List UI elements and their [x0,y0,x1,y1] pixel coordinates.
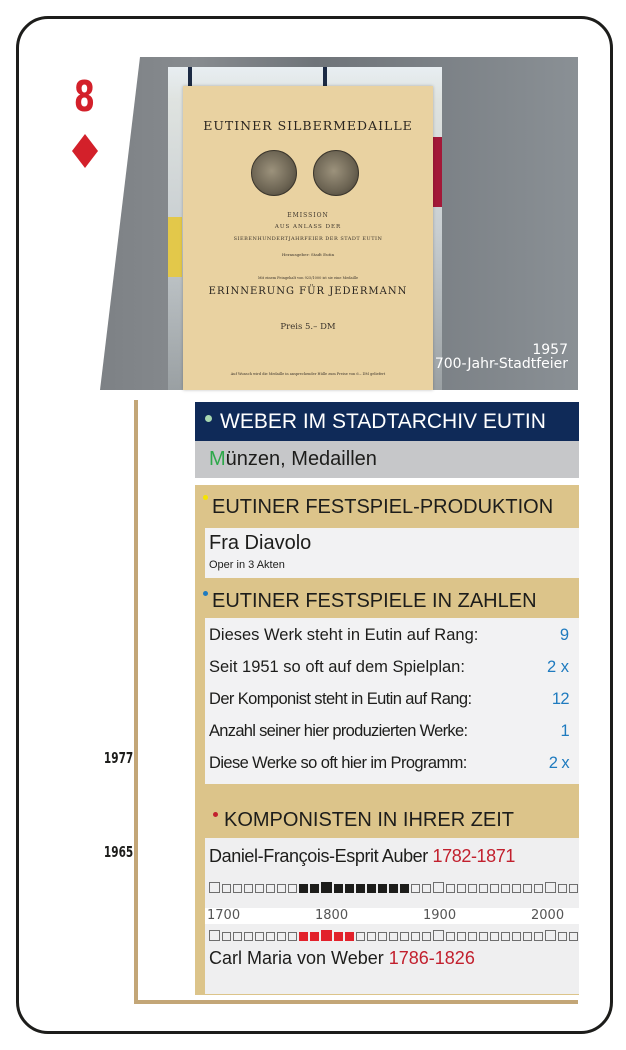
decade-square [389,932,398,941]
document-text: EMISSION [287,212,329,219]
production-box [205,528,579,578]
decade-square [244,932,253,941]
decade-square [378,884,387,893]
medal-document-photo [183,86,433,390]
medal-reverse-image [313,150,359,196]
decade-square [534,884,543,893]
decade-square [446,884,455,893]
stat-label: Diese Werke so oft hier im Programm: [209,754,467,772]
decade-square [233,884,242,893]
decade-square [457,932,466,941]
medal-obverse-image [251,150,297,196]
decade-square [356,932,365,941]
decade-square [411,932,420,941]
year-label: 1977 [103,749,134,767]
decade-square [345,884,354,893]
decade-square [288,932,297,941]
diamond-suit-icon [72,134,98,168]
decade-square [490,932,499,941]
decade-square [490,884,499,893]
composer-entry [209,948,475,969]
bullet-dot-icon [203,495,208,500]
timeline-vertical-line [134,400,138,1004]
decade-square [422,932,431,941]
document-text: SIEBENHUNDERTJAHRFEIER DER STADT EUTIN [233,236,383,242]
composers-header [195,798,579,838]
decade-square [367,932,376,941]
decade-square [367,884,376,893]
century-axis [205,908,579,924]
composer-name: Carl Maria von Weber [209,948,384,968]
decade-square [446,932,455,941]
bullet-dot-icon [213,812,218,817]
decade-square [288,884,297,893]
decade-square [523,884,532,893]
decade-square [334,884,343,893]
decade-square [222,932,231,941]
decade-square [558,932,567,941]
stat-label: Seit 1951 so oft auf dem Spielplan: [209,658,465,676]
decade-square [266,884,275,893]
production-header-text: EUTINER FESTSPIEL-PRODUKTION [212,496,554,518]
decade-square [558,884,567,893]
stat-value: 12 [551,690,569,708]
decade-square [468,884,477,893]
production-title: Fra Diavolo [209,532,312,554]
decade-square [433,930,444,941]
lifespan-timeline [209,927,580,941]
composer-name: Daniel-François-Esprit Auber [209,846,428,866]
decade-square [310,932,319,941]
production-header [195,485,579,525]
decade-square [233,932,242,941]
photo-caption [435,343,568,371]
stats-box [205,618,579,784]
document-text: Auf Wunsch wird die Medaille in ansprechender Hülle zum Preise von 6.– DM geliefert [230,372,386,376]
stat-value: 1 [560,722,569,740]
archive-subtitle-initial: M [209,448,226,470]
stat-label: Anzahl seiner hier produzierten Werke: [209,722,468,740]
decade-square [334,932,343,941]
production-subtitle: Oper in 3 Akten [209,559,285,571]
stat-row [209,682,569,716]
composers-header-text: KOMPONISTEN IN IHRER ZEIT [224,809,515,831]
decade-square [255,932,264,941]
archive-subtitle [195,441,579,478]
decade-square [512,932,521,941]
year-label: 1965 [103,843,134,861]
decade-square [209,882,220,893]
decade-square [411,884,420,893]
decade-square [545,882,556,893]
decade-square [400,932,409,941]
timeline-horizontal-line [134,1000,578,1004]
decade-square [321,882,332,893]
document-text: AUS ANLASS DER [274,224,342,230]
bullet-dot-icon [203,591,208,596]
decade-square [222,884,231,893]
decade-square [310,884,319,893]
archive-header [195,402,579,441]
axis-label: 1900 [423,908,457,923]
decade-square [501,932,510,941]
decade-square [209,930,220,941]
document-subtitle: ERINNERUNG FÜR JEDERMANN [208,286,408,297]
decade-square [356,884,365,893]
decade-square [277,884,286,893]
decade-square [244,884,253,893]
document-title: EUTINER SILBERMEDAILLE [203,118,413,133]
decade-square [299,884,308,893]
document-price: Preis 5.– DM [280,322,336,332]
decade-square [422,884,431,893]
decade-square [569,884,578,893]
stat-label: Der Komponist steht in Eutin auf Rang: [209,690,472,708]
axis-label: 1800 [315,908,349,923]
caption-year: 1957 [532,342,568,358]
stat-value: 9 [559,626,569,644]
axis-label: 2000 [531,908,565,923]
stat-row [209,618,569,652]
document-text: Herausgeber: Stadt Eutin [281,252,335,257]
decade-square [389,884,398,893]
decade-square [479,932,488,941]
composer-years: 1786-1826 [388,948,475,968]
bullet-dot-icon [205,415,212,422]
decade-square [266,932,275,941]
stat-row [209,650,569,684]
decade-square [378,932,387,941]
composer-years: 1782-1871 [432,846,515,866]
decade-square [321,930,332,941]
decade-square [545,930,556,941]
stat-value: 2 x [546,658,569,676]
card-rank: 8 [73,72,95,121]
decade-square [345,932,354,941]
stat-label: Dieses Werk steht in Eutin auf Rang: [209,626,479,644]
stats-header-text: EUTINER FESTSPIELE IN ZAHLEN [212,590,537,612]
lifespan-timeline [209,879,580,893]
axis-label: 1700 [207,908,241,923]
archive-subtitle-text: ünzen, Medaillen [225,448,377,470]
decade-square [299,932,308,941]
stat-value: 2 x [548,754,569,772]
decade-square [400,884,409,893]
decade-square [501,884,510,893]
decade-square [468,932,477,941]
decade-square [512,884,521,893]
stat-row [209,714,569,748]
decade-square [479,884,488,893]
decade-square [457,884,466,893]
document-text: Mit einem Feingehalt von 925/1000 ist sie eine Medaille [257,276,359,280]
composer-entry [209,846,515,867]
decade-square [277,932,286,941]
archive-header-text: WEBER IM STADTARCHIV EUTIN [220,410,546,433]
decade-square [433,882,444,893]
caption-text: 700-Jahr-Stadtfeier [434,356,568,372]
decade-square [523,932,532,941]
decade-square [569,932,578,941]
decade-square [534,932,543,941]
stat-row [209,746,569,780]
decade-square [255,884,264,893]
stats-header [195,579,579,619]
